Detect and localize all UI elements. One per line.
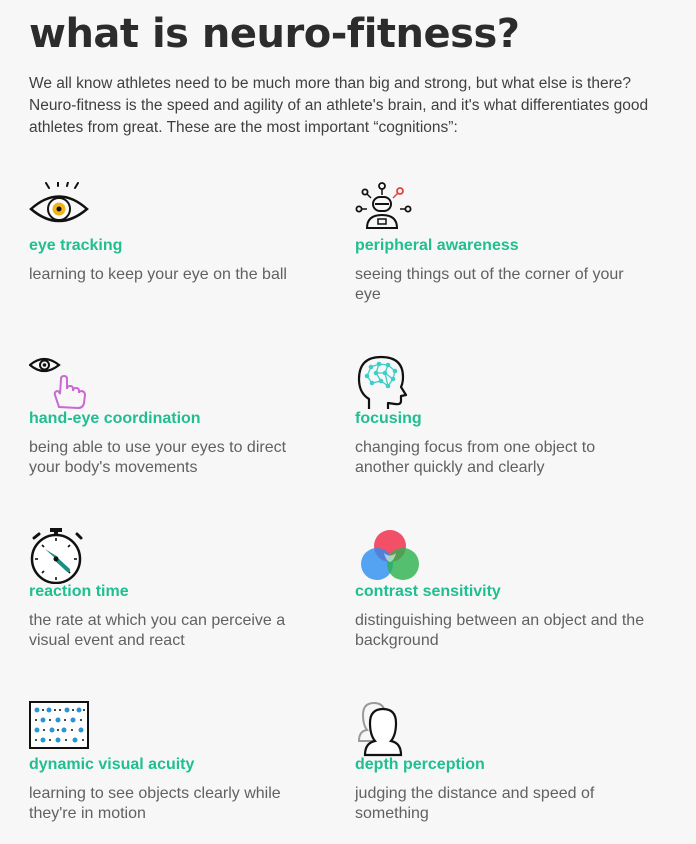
item-description: learning to see objects clearly while they're in motion <box>29 785 281 822</box>
item-label: eye tracking <box>29 237 123 254</box>
item-description: learning to keep your eye on the ball <box>29 266 287 283</box>
item-label: dynamic visual acuity <box>29 756 195 773</box>
item-description: distinguishing between an object and the background <box>355 612 645 649</box>
page-title: what is neuro-fitness? <box>29 11 520 57</box>
item-label: focusing <box>355 410 422 427</box>
item-description: the rate at which you can perceive a visual event and react <box>29 612 286 649</box>
item-description: being able to use your eyes to direct your body's movements <box>29 439 287 476</box>
item-label: depth perception <box>355 756 485 773</box>
item-description: judging the distance and speed of something <box>355 785 595 822</box>
item-label: hand-eye coordination <box>29 410 201 427</box>
item-label: reaction time <box>29 583 129 600</box>
item-description: changing focus from one object to another quickly and clearly <box>355 439 596 476</box>
item-description: seeing things out of the corner of your eye <box>355 266 624 303</box>
item-label: peripheral awareness <box>355 237 519 254</box>
intro-paragraph: We all know athletes need to be much more than big and strong, but what else is there? Neuro-fitness is the speed and agility of an athlete's brain, and it's what differentiates good athletes from great. These are the most important “cognitions”: <box>29 75 649 136</box>
item-label: contrast sensitivity <box>355 583 501 600</box>
